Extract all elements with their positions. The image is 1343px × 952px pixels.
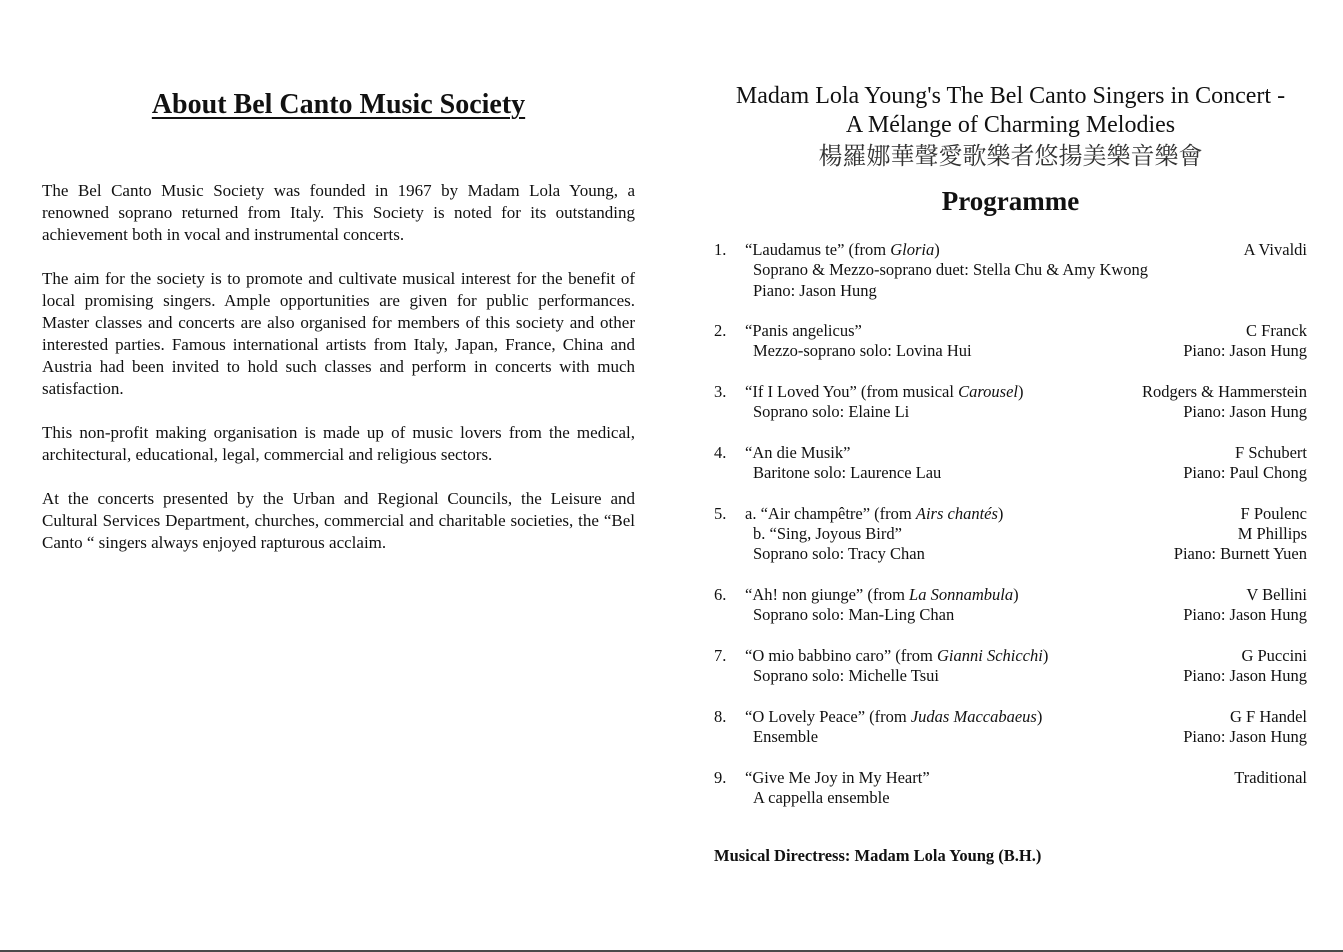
composer: G F Handel	[1230, 706, 1307, 726]
item-title-row	[714, 768, 1307, 788]
piece-title-b: b. “Sing, Joyous Bird”	[753, 524, 902, 544]
item-piano-row	[714, 281, 1307, 301]
piece-title	[714, 646, 1048, 666]
about-paragraph: The Bel Canto Music Society was founded in 1967 by Madam Lola Young, a renowned soprano returned from Italy. This Society is noted for its outstanding achievement both in vocal and instrumental concerts.	[42, 181, 635, 244]
concert-title-line1: Madam Lola Young's The Bel Canto Singers in Concert -	[735, 83, 1286, 109]
programme-list	[714, 240, 1307, 808]
pianist: Piano: Jason Hung	[1183, 341, 1307, 361]
item-title-row	[714, 707, 1307, 727]
composer-b: M Phillips	[1237, 524, 1307, 544]
concert-title-chinese: 楊羅娜華聲愛歌樂者悠揚美樂音樂會	[818, 142, 1203, 170]
performer: Soprano solo: Elaine Li	[753, 402, 910, 422]
item-title-row	[714, 321, 1307, 341]
programme-item	[714, 768, 1307, 809]
piece-name: “An die Musik”	[745, 442, 851, 462]
pianist: Piano: Jason Hung	[1183, 605, 1307, 625]
pianist: Piano: Jason Hung	[753, 280, 877, 300]
item-number: 8.	[714, 706, 727, 726]
item-performer-row	[714, 605, 1307, 625]
about-heading: About Bel Canto Music Society	[151, 89, 526, 120]
item-number: 3.	[714, 382, 727, 402]
piece-title-tail: )	[934, 240, 940, 259]
piece-title-tail: )	[1036, 706, 1043, 726]
work-title: Airs chantés	[915, 503, 998, 523]
piece-title	[714, 585, 1019, 605]
pianist: Piano: Jason Hung	[1183, 666, 1307, 686]
piece-title	[714, 382, 1023, 402]
piece-title	[714, 321, 862, 341]
item-number: 2.	[714, 321, 727, 341]
work-title: Judas Maccabaeus	[910, 706, 1037, 726]
concert-title-line2: A Mélange of Charming Melodies	[845, 112, 1176, 138]
piece-title-tail: )	[1013, 585, 1019, 605]
piece-title-tail: )	[1017, 382, 1024, 402]
item-title-row	[714, 443, 1307, 463]
piece-name: “Ah! non giunge” (from	[745, 585, 910, 605]
piece-title-tail: )	[1042, 645, 1049, 665]
piece-name: a. “Air champêtre” (from	[745, 503, 916, 523]
about-paragraphs	[42, 180, 635, 554]
pianist: Piano: Jason Hung	[1183, 727, 1307, 747]
programme-item	[714, 646, 1307, 687]
item-title-row	[714, 585, 1307, 605]
item-title-row	[714, 382, 1307, 402]
about-section	[42, 86, 635, 576]
piece-title	[714, 707, 1042, 727]
item-performer-row	[714, 666, 1307, 686]
about-paragraph: This non-profit making organisation is made up of music lovers from the medical, architectural, educational, legal, commercial and religious sectors.	[42, 423, 635, 464]
item-performer-row	[714, 788, 1307, 808]
pianist: Piano: Paul Chong	[1183, 463, 1307, 483]
composer: A Vivaldi	[1243, 240, 1307, 259]
performer: A cappella ensemble	[753, 788, 890, 808]
composer: V Bellini	[1246, 585, 1307, 605]
about-paragraph: The aim for the society is to promote and cultivate musical interest for the benefit of local promising singers. Ample opportunities are given for public performances. Master classes and concerts are also organised for members of this society and other interested parties. Famous international artists from Italy, Japan, France, China and Austria had been invited to hold such classes and perform in concerts with much satisfaction.	[42, 269, 635, 398]
performer: Soprano & Mezzo-soprano duet: Stella Chu & Amy Kwong	[753, 260, 1149, 280]
programme-section	[714, 82, 1307, 866]
concert-title	[714, 82, 1307, 172]
piece-title	[714, 240, 940, 260]
piece-name: “O mio babbino caro” (from	[745, 645, 937, 665]
item-performer-row	[714, 260, 1307, 280]
programme-item	[714, 240, 1307, 301]
programme-item	[714, 707, 1307, 748]
work-title: Gloria	[890, 240, 935, 259]
pianist: Piano: Jason Hung	[1183, 402, 1307, 422]
item-number: 7.	[714, 645, 727, 665]
work-title: Gianni Schicchi	[936, 645, 1043, 665]
composer: F Schubert	[1235, 442, 1307, 462]
musical-directress: Musical Directress: Madam Lola Young (B.H.)	[714, 846, 1042, 866]
item-number: 9.	[714, 767, 727, 787]
item-title-row-b	[714, 524, 1307, 544]
programme-heading: Programme	[941, 186, 1080, 216]
piece-name: “If I Loved You” (from musical	[745, 382, 959, 402]
performer: Soprano solo: Man-Ling Chan	[753, 605, 955, 625]
piece-name: “Give Me Joy in My Heart”	[745, 767, 930, 787]
performer: Mezzo-soprano solo: Lovina Hui	[753, 341, 972, 361]
item-number: 1.	[714, 240, 727, 259]
composer: F Poulenc	[1240, 503, 1307, 523]
item-performer-row	[714, 727, 1307, 747]
item-title-row	[714, 240, 1307, 260]
piece-title	[714, 443, 850, 463]
about-paragraph: At the concerts presented by the Urban and Regional Councils, the Leisure and Cultural Services Department, churches, commercial and charitable societies, the “Bel Canto “ singers always enjoyed rapturous acclaim.	[42, 489, 635, 552]
item-performer-row	[714, 402, 1307, 422]
pianist: Piano: Burnett Yuen	[1173, 544, 1307, 564]
item-number: 5.	[714, 503, 727, 523]
programme-item	[714, 382, 1307, 423]
item-number: 6.	[714, 585, 727, 605]
piece-name: “Laudamus te” (from	[745, 240, 891, 259]
performer: Soprano solo: Tracy Chan	[753, 544, 925, 564]
item-number: 4.	[714, 442, 727, 462]
work-title: La Sonnambula	[909, 585, 1014, 605]
item-performer-row	[714, 341, 1307, 361]
performer: Soprano solo: Michelle Tsui	[753, 666, 939, 686]
item-title-row	[714, 646, 1307, 666]
item-performer-row	[714, 544, 1307, 564]
composer: Traditional	[1234, 767, 1307, 787]
work-title: Carousel	[958, 382, 1018, 402]
programme-item	[714, 504, 1307, 565]
programme-item	[714, 321, 1307, 362]
piece-title	[714, 504, 1003, 524]
item-performer-row	[714, 463, 1307, 483]
performer: Baritone solo: Laurence Lau	[753, 463, 942, 483]
programme-item	[714, 585, 1307, 626]
piece-title	[714, 768, 930, 788]
composer: G Puccini	[1241, 645, 1307, 665]
composer: C Franck	[1246, 321, 1307, 341]
piece-name: “Panis angelicus”	[745, 321, 862, 341]
performer: Ensemble	[753, 727, 819, 747]
item-title-row	[714, 504, 1307, 524]
piece-title-tail: )	[997, 503, 1004, 523]
programme-item	[714, 443, 1307, 484]
composer: Rodgers & Hammerstein	[1142, 382, 1307, 402]
piece-name: “O Lovely Peace” (from	[745, 706, 911, 726]
